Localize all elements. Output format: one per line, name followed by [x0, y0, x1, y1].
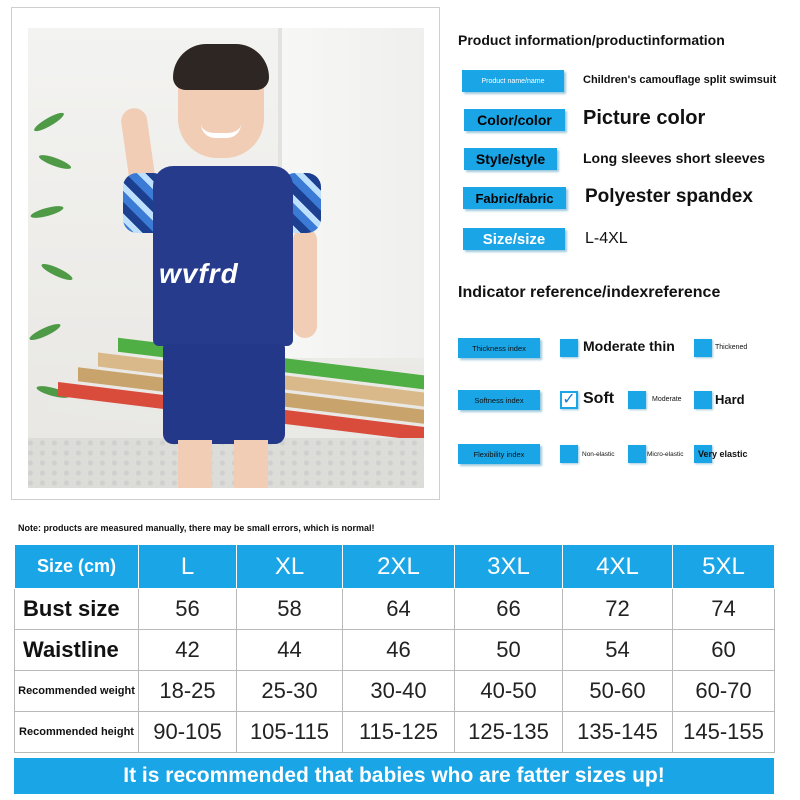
info-label-fabric: Fabric/fabric — [463, 187, 566, 209]
measurement-note: Note: products are measured manually, there may be small errors, which is normal! — [18, 523, 375, 533]
checkmark-icon: ✓ — [560, 391, 578, 409]
table-cell: 46 — [343, 630, 455, 671]
table-row — [15, 630, 775, 671]
indicator-row-softness — [458, 390, 788, 414]
table-cell: 105-115 — [237, 712, 343, 753]
table-cell: 115-125 — [343, 712, 455, 753]
header-5xl: 5XL — [673, 545, 775, 589]
header-size: Size (cm) — [15, 545, 139, 589]
header-l: L — [139, 545, 237, 589]
option-box — [694, 339, 712, 357]
table-cell: 64 — [343, 589, 455, 630]
header-3xl: 3XL — [455, 545, 563, 589]
row-label-weight: Recommended weight — [15, 671, 139, 712]
info-value-color: Picture color — [583, 107, 706, 129]
row-label-bust: Bust size — [15, 589, 139, 630]
table-row — [15, 589, 775, 630]
option-thickened: Thickened — [715, 344, 748, 351]
indicator-row-flexibility — [458, 444, 788, 468]
softness-label: Softness index — [458, 390, 540, 410]
option-very-elastic: Very elastic — [698, 449, 748, 459]
info-value-style: Long sleeves short sleeves — [583, 150, 766, 166]
table-cell: 50-60 — [563, 671, 673, 712]
option-soft: Soft — [583, 390, 615, 407]
info-label-color: Color/color — [464, 109, 565, 131]
table-cell: 125-135 — [455, 712, 563, 753]
table-cell: 90-105 — [139, 712, 237, 753]
info-value-fabric: Polyester spandex — [585, 186, 753, 207]
info-value-size: L-4XL — [585, 230, 628, 247]
option-box — [560, 339, 578, 357]
row-label-height: Recommended height — [15, 712, 139, 753]
option-micro-elastic: Micro-elastic — [647, 451, 684, 458]
info-label-style: Style/style — [464, 148, 557, 170]
table-cell: 25-30 — [237, 671, 343, 712]
product-info-heading: Product information/productinformation — [458, 32, 725, 48]
table-cell: 60 — [673, 630, 775, 671]
table-cell: 60-70 — [673, 671, 775, 712]
table-cell: 56 — [139, 589, 237, 630]
product-photo-frame — [11, 7, 440, 500]
table-cell: 145-155 — [673, 712, 775, 753]
product-photo — [28, 28, 424, 488]
option-box — [628, 445, 646, 463]
size-table — [14, 544, 775, 753]
table-row — [15, 712, 775, 753]
swim-shirt — [153, 166, 293, 346]
header-4xl: 4XL — [563, 545, 673, 589]
option-moderate: Moderate — [652, 396, 682, 403]
option-non-elastic: Non-elastic — [582, 451, 615, 458]
shirt-logo: wvfrd — [159, 258, 239, 289]
flexibility-label: Flexibility index — [458, 444, 540, 464]
size-up-banner: It is recommended that babies who are fatter sizes up! — [14, 758, 774, 794]
table-cell: 135-145 — [563, 712, 673, 753]
option-box — [628, 391, 646, 409]
table-cell: 58 — [237, 589, 343, 630]
table-cell: 74 — [673, 589, 775, 630]
header-2xl: 2XL — [343, 545, 455, 589]
table-cell: 30-40 — [343, 671, 455, 712]
table-cell: 42 — [139, 630, 237, 671]
table-cell: 44 — [237, 630, 343, 671]
option-moderate-thin: Moderate thin — [583, 338, 675, 354]
info-label-size: Size/size — [463, 228, 565, 250]
option-box — [560, 445, 578, 463]
table-cell: 54 — [563, 630, 673, 671]
info-label-name: Product name/name — [462, 70, 564, 92]
child-model — [123, 48, 323, 488]
thickness-label: Thickness index — [458, 338, 540, 358]
table-cell: 40-50 — [455, 671, 563, 712]
option-box — [694, 391, 712, 409]
header-xl: XL — [237, 545, 343, 589]
table-cell: 72 — [563, 589, 673, 630]
table-cell: 50 — [455, 630, 563, 671]
indicator-heading: Indicator reference/indexreference — [458, 284, 721, 301]
table-cell: 18-25 — [139, 671, 237, 712]
table-cell: 66 — [455, 589, 563, 630]
swim-shorts — [163, 344, 285, 444]
info-value-name: Children's camouflage split swimsuit — [583, 74, 777, 86]
indicator-row-thickness — [458, 338, 788, 362]
row-label-waistline: Waistline — [15, 630, 139, 671]
table-row — [15, 671, 775, 712]
size-table-header — [15, 545, 775, 589]
option-hard: Hard — [715, 392, 745, 407]
